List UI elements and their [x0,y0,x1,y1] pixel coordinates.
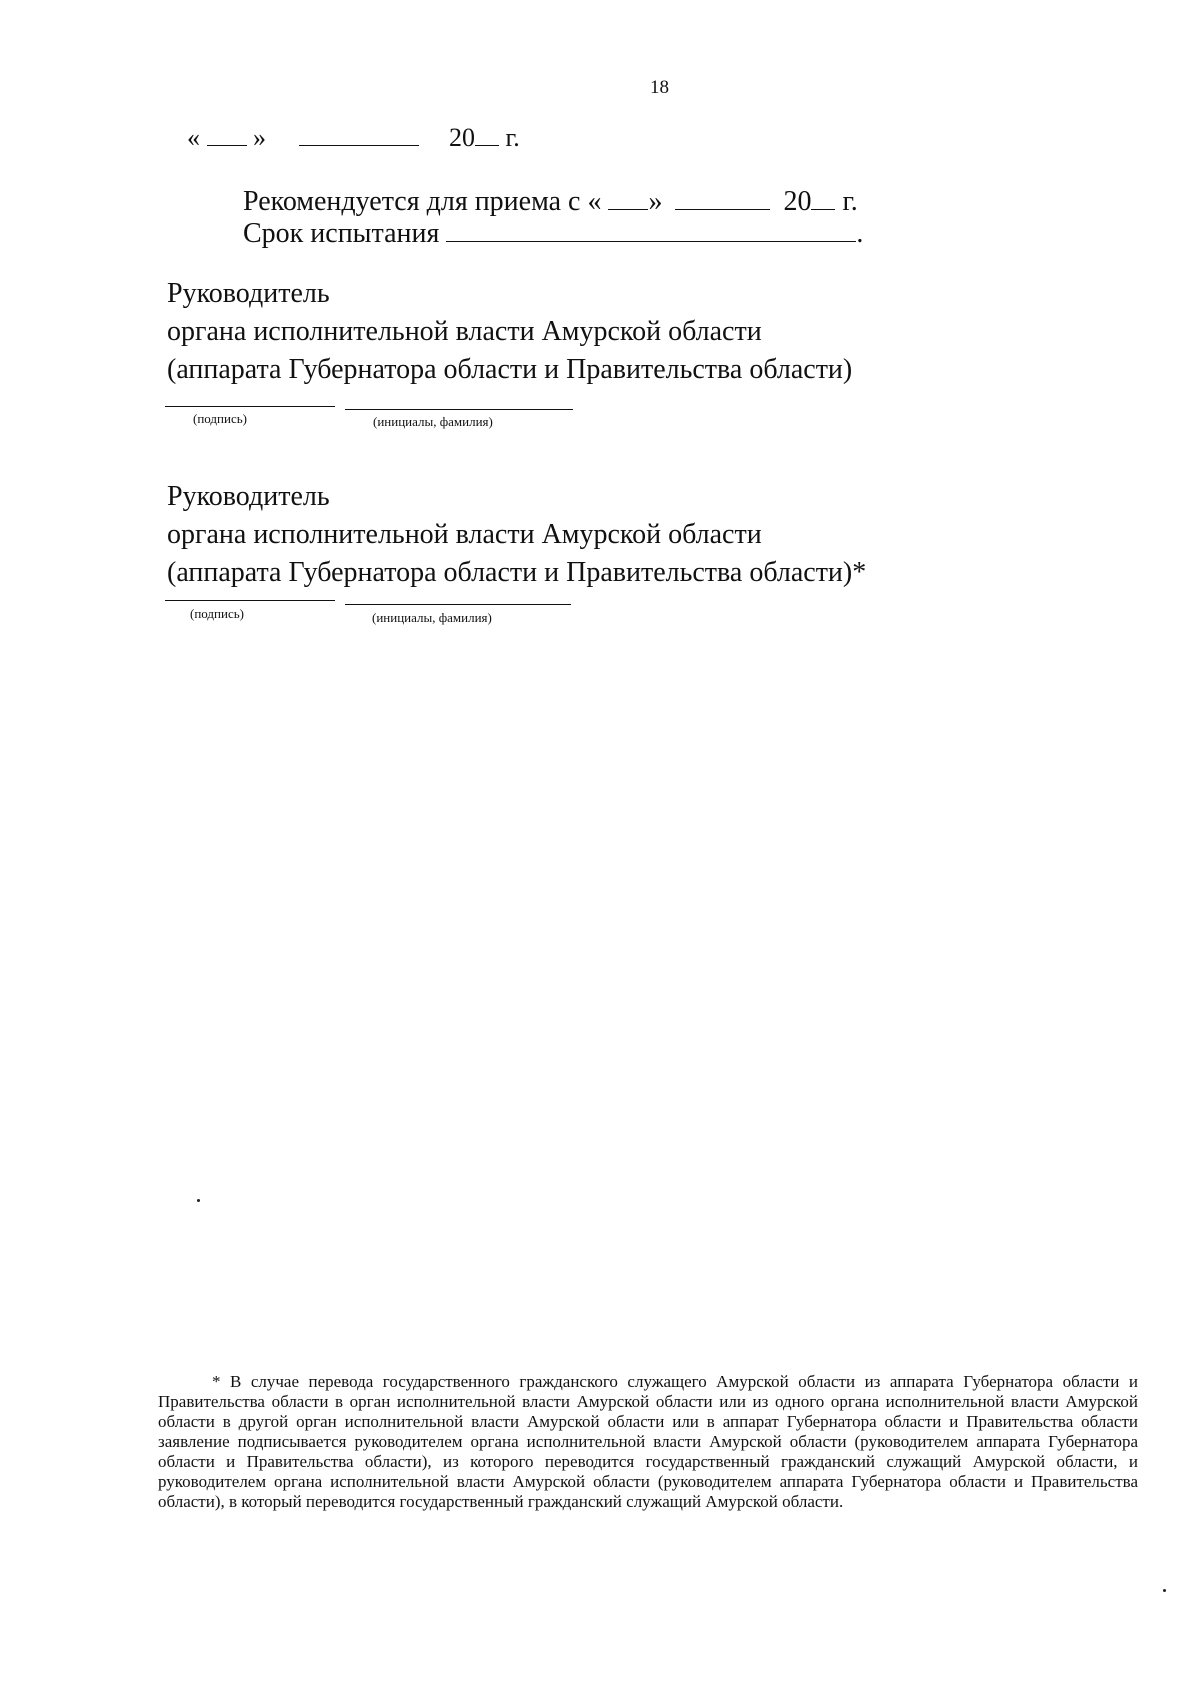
rec-year-blank [811,208,835,210]
year-blank [475,144,499,146]
signature-line-2 [165,600,335,601]
signature-line-1 [165,406,335,407]
head-2-line-3: (аппарата Губернатора области и Правительства области)* [167,557,867,588]
head-1-line-3: (аппарата Губернатора области и Правительства области) [167,354,853,385]
close-quote: » [253,123,266,152]
name-label-2: (инициалы, фамилия) [372,610,492,625]
name-label-1: (инициалы, фамилия) [373,414,493,429]
month-blank [299,144,419,146]
trial-blank [446,240,856,242]
year-suffix: г. [505,123,520,152]
head-block-1 [167,275,852,389]
scan-speck [1163,1589,1166,1592]
day-blank [207,144,247,146]
recommendation-text: Рекомендуется для приема с « [243,186,602,217]
scan-speck [197,1199,200,1202]
rec-close-quote: » [648,186,663,217]
head-1-line-1: Руководитель [167,278,330,309]
open-quote: « [187,123,200,152]
head-2-line-2: органа исполнительной власти Амурской области [167,519,762,550]
name-line-2 [345,604,571,605]
page-number: 18 [650,77,669,98]
head-block-2 [167,478,866,592]
head-2-line-1: Руководитель [167,481,330,512]
trial-label: Срок испытания [243,218,440,249]
year-prefix: 20 [449,123,475,152]
rec-year-prefix: 20 [783,186,812,217]
rec-month-blank [675,208,770,210]
head-1-line-2: органа исполнительной власти Амурской области [167,316,762,347]
rec-day-blank [608,208,648,210]
name-line-1 [345,409,573,410]
trial-line [243,218,863,250]
signature-label-2: (подпись) [190,606,244,621]
rec-year-suffix: г. [842,186,858,217]
recommendation-line [243,186,858,218]
date-line [187,123,520,153]
footnote: * В случае перевода государственного гражданского служащего Амурской области из аппарата Губернатора области и Правительства области в орган исполнительной власти Амурской области или из одного органа исполнительной власти Амурской области в другой орган исполнительной власти Амурской области или в аппарат Губернатора области и Правительства области заявление подписывается руководителем органа исполнительной власти Амурской области (руководителем аппарата Губернатора области и Правительства области), из которого переводится государственный гражданский служащий Амурской области, и руководителем органа исполнительной власти Амурской области (руководителем аппарата Губернатора области и Правительства области), в который переводится государственный гражданский служащий Амурской области. [158,1372,1138,1511]
trial-end: . [856,218,864,249]
signature-label-1: (подпись) [193,411,247,426]
